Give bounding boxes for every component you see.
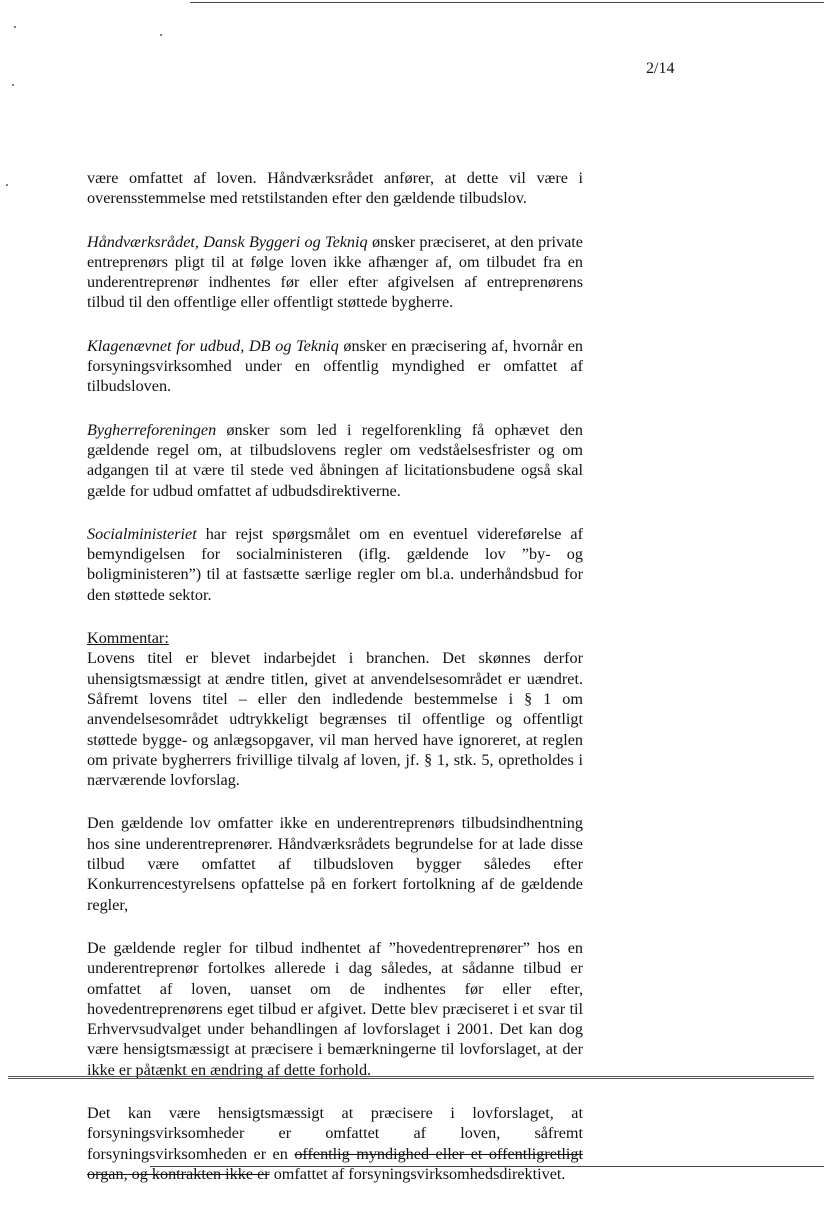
scan-speck bbox=[14, 26, 16, 28]
comment-heading: Kommentar: bbox=[87, 629, 169, 648]
paragraph-intro bbox=[87, 168, 583, 209]
comment-text: Den gældende lov omfatter ikke en underentreprenørs tilbudsindhentning hos sine underentreprenører. Håndværksrådets begrundelse for at lade disse tilbud være omfattet af tilbudsloven bygger således efter Konkurrencestyrelsens opfattelse på en forkert fortolkning af de gældende regler, bbox=[87, 814, 583, 914]
comment-text: omfattet af forsyningsvirksomhedsdirektivet. bbox=[269, 1164, 566, 1183]
bottom-scan-edge bbox=[150, 1166, 824, 1167]
comment-paragraph-forsyning bbox=[87, 1103, 583, 1184]
paragraph-lead: Klagenævnet for udbud, DB og Tekniq bbox=[87, 336, 339, 355]
scan-speck bbox=[6, 184, 8, 186]
paragraph-haandvaerksraadet bbox=[87, 232, 583, 313]
paragraph-text: ønsker præciseret, at den private entreprenørs pligt til at følge loven ikke afhænger af, om tilbudet fra en underentreprenør indhentes før eller efter afgivelsen af entreprenørens tilbud til den offentlige eller offentligt støttede bygherre. bbox=[87, 232, 583, 312]
paragraph-lead: Socialministeriet bbox=[87, 524, 197, 543]
comment-paragraph-hovedentreprenoer bbox=[87, 938, 583, 1080]
paragraph-lead: Håndværksrådet, Dansk Byggeri og Tekniq bbox=[87, 232, 368, 251]
paragraph-bygherreforeningen bbox=[87, 420, 583, 501]
paragraph-text: være omfattet af loven. Håndværksrådet anfører, at dette vil være i overensstemmelse med retstilstanden efter den gældende tilbudslov. bbox=[87, 169, 583, 208]
paragraph-text: har rejst spørgsmålet om en eventuel videreførelse af bemyndigelsen for socialministeren (iflg. gældende lov ”by- og boligministeren”) til at fastsætte særlige regler om bl.a. underhåndsbud for den støttede sektor. bbox=[87, 524, 583, 604]
paragraph-text: ønsker som led i regelforenkling få ophævet den gældende regel om, at tilbudslovens regler om vedståelsesfrister og om adgangen til at være til stede ved åbningen af licitationsbudene også skal gælde for udbud omfattet af udbudsdirektiverne. bbox=[87, 420, 583, 500]
comment-paragraph-underentreprenoer bbox=[87, 813, 583, 914]
top-scan-edge bbox=[190, 2, 824, 3]
scan-speck bbox=[160, 34, 162, 36]
scan-speck bbox=[12, 84, 14, 86]
paragraph-text: ønsker en præcisering af, hvornår en forsyningsvirksomhed under en offentlig myndighed er omfattet af tilbudsloven. bbox=[87, 336, 583, 396]
paragraph-klagenaevnet bbox=[87, 336, 583, 397]
paragraph-lead: Bygherreforeningen bbox=[87, 420, 217, 439]
comment-paragraph-title bbox=[87, 628, 583, 790]
page-number: 2/14 bbox=[646, 60, 675, 77]
comment-text: De gældende regler for tilbud indhentet af ”hovedentreprenører” hos en underentreprenør fortolkes allerede i dag således, at sådanne tilbud er omfattet af loven, uanset om de indhentes før eller efter, hovedentreprenørens eget tilbud er afgivet. Dette blev præciseret i et svar til Erhvervsudvalget under behandlingen af lovforslaget i 2001. Det kan dog være hensigtsmæssigt at præcisere i bemærkningerne til lovforslaget, at der ikke er påtænkt en ændring af dette forhold. bbox=[87, 938, 583, 1079]
fax-scan-line bbox=[8, 1076, 814, 1079]
struck-text: offentlig myndighed eller et offentligretligt organ, og kontrakten ikke er bbox=[87, 1144, 583, 1183]
comment-text: Lovens titel er blevet indarbejdet i branchen. Det skønnes derfor uhensigtsmæssigt at ændre titlen, givet at anvendelsesområdet er uændret. Såfremt lovens titel – eller den indledende bestemmelse i § 1 om anvendelsesområdet udtrykkeligt begrænses til offentlige og offentligt støttede bygge- og anlægsopgaver, vil man herved have ignoreret, at reglen om private bygherrers frivillige tilvalg af loven, jf. § 1, stk. 5, opretholdes i nærværende lovforslag. bbox=[87, 649, 583, 790]
paragraph-socialministeriet bbox=[87, 524, 583, 605]
comment-text: Det kan være hensigtsmæssigt at præcisere i lovforslaget, at forsyningsvirksomheder er omfattet af loven, såfremt forsyningsvirksomheden er en bbox=[87, 1103, 583, 1163]
document-body bbox=[87, 168, 583, 1207]
